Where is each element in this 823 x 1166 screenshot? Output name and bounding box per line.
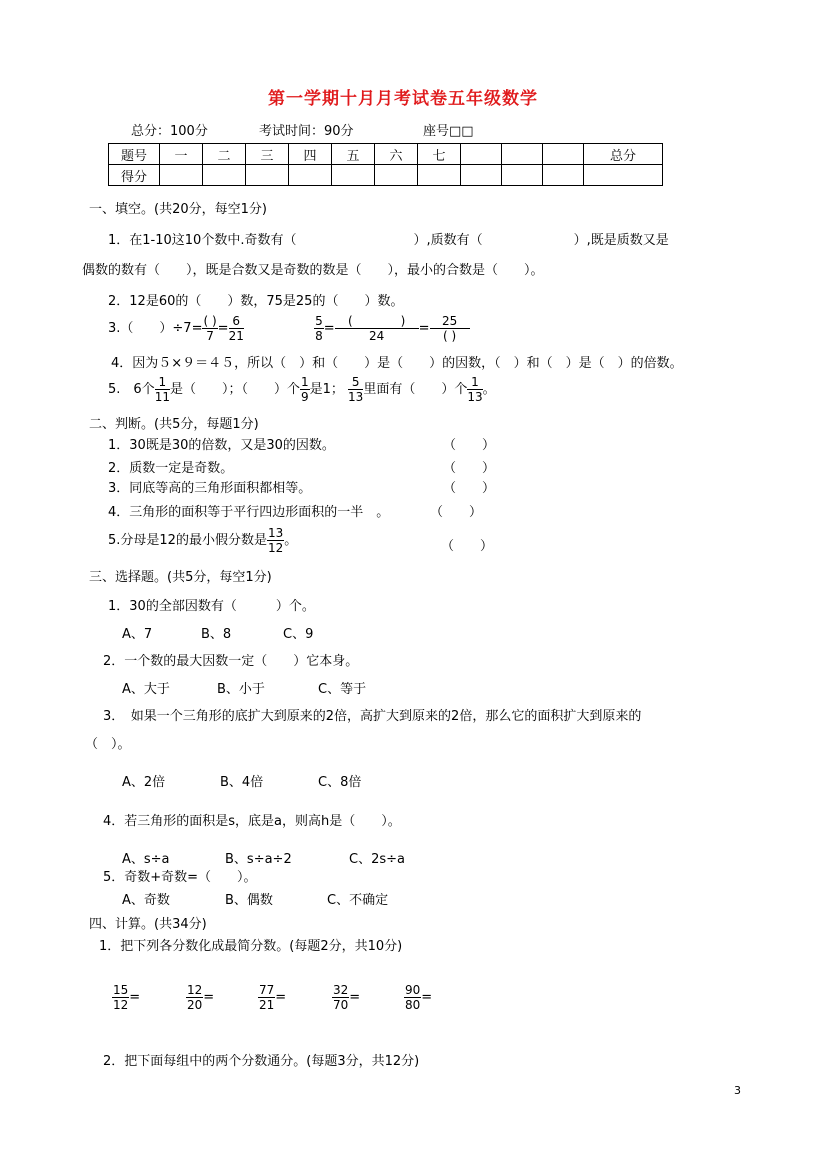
score-table-cell: 总分 xyxy=(584,144,663,165)
numerator: 6 xyxy=(229,314,244,329)
equals-sign: = xyxy=(203,990,215,1005)
equals-sign: = xyxy=(349,990,361,1005)
s2-question-3: 3．同底等高的三角形面积都相等。 xyxy=(108,481,312,496)
page-number: 3 xyxy=(734,1084,741,1097)
score-table-cell: 得分 xyxy=(109,165,160,186)
numerator: 12 xyxy=(187,983,203,997)
score-input-cell[interactable] xyxy=(502,165,543,186)
score-input-cell[interactable] xyxy=(461,165,502,186)
equals-sign: = xyxy=(418,321,430,336)
option-b[interactable]: B、小于 xyxy=(217,682,265,697)
text: 5. 6个 xyxy=(108,382,155,397)
score-input-cell[interactable] xyxy=(375,165,418,186)
fraction xyxy=(258,983,275,1012)
denominator: 12 xyxy=(267,541,284,555)
s2-question-4: 4．三角形的面积等于平行四边形面积的一半 。 xyxy=(108,505,390,520)
score-table-cell: 二 xyxy=(203,144,246,165)
option-c[interactable]: C、9 xyxy=(283,627,314,642)
equals-sign: = xyxy=(217,321,229,336)
answer-bracket[interactable]: （ ） xyxy=(443,461,496,476)
fraction xyxy=(229,314,244,343)
seat-number-label: 座号□□ xyxy=(423,124,474,139)
fraction xyxy=(404,983,421,1012)
s1-question-5 xyxy=(108,375,496,404)
section-1-header: 一、填空。(共20分，每空1分) xyxy=(89,202,267,217)
score-table-cell: 四 xyxy=(289,144,332,165)
option-a[interactable]: A、s÷a xyxy=(122,852,170,867)
s3-question-1: 1．30的全部因数有（ ）个。 xyxy=(108,599,315,614)
numerator: 13 xyxy=(267,526,284,540)
denominator: 7 xyxy=(206,329,214,343)
text: 。 xyxy=(284,533,298,548)
denominator: 12 xyxy=(113,998,129,1012)
fraction-item xyxy=(404,983,432,1012)
s1-question-1b: 偶数的数有（ ），既是合数又是奇数的数是（ ），最小的合数是（ ）。 xyxy=(82,263,544,278)
text: 5.分母是12的最小假分数是 xyxy=(108,533,267,548)
fraction xyxy=(112,983,129,1012)
text: 里面有（ ）个 xyxy=(363,382,468,397)
denominator: 80 xyxy=(405,998,421,1012)
score-table-cell: 题号 xyxy=(109,144,160,165)
score-table-cell xyxy=(502,144,543,165)
denominator: 20 xyxy=(187,998,203,1012)
fraction xyxy=(332,983,349,1012)
s1-q3-prefix: 3.（ ）÷7= xyxy=(108,321,203,336)
option-a[interactable]: A、7 xyxy=(122,627,153,642)
denominator: 11 xyxy=(154,390,170,404)
answer-bracket[interactable]: （ ） xyxy=(441,539,494,554)
score-input-cell[interactable] xyxy=(418,165,461,186)
fraction xyxy=(348,375,363,404)
s3-question-3a: 3． 如果一个三角形的底扩大到原来的2倍，高扩大到原来的2倍，那么它的面积扩大到原来的 xyxy=(103,709,642,724)
section-2-header: 二、判断。(共5分，每题1分) xyxy=(89,417,259,432)
score-input-cell[interactable] xyxy=(289,165,332,186)
fraction xyxy=(467,375,482,404)
answer-bracket[interactable]: （ ） xyxy=(443,481,496,496)
denominator: 9 xyxy=(300,390,309,404)
fraction xyxy=(186,983,203,1012)
denominator: 21 xyxy=(228,329,244,343)
s3-question-2: 2．一个数的最大因数一定（ ）它本身。 xyxy=(103,654,359,669)
answer-bracket[interactable]: （ ） xyxy=(443,438,496,453)
denominator: 13 xyxy=(348,390,364,404)
s3-question-5: 5．奇数+奇数=（ ）。 xyxy=(103,870,257,885)
fraction xyxy=(202,314,217,343)
fraction-item xyxy=(112,983,140,1012)
text: 是（ ）；（ ）个 xyxy=(169,382,300,397)
numerator: ( ) xyxy=(203,314,217,328)
s2-question-5 xyxy=(108,526,297,555)
section-4-header: 四、计算。(共34分) xyxy=(89,917,207,932)
fraction xyxy=(155,375,170,404)
score-table-header-row xyxy=(109,144,663,165)
score-input-cell[interactable] xyxy=(332,165,375,186)
score-input-cell[interactable] xyxy=(584,165,663,186)
score-table-cell: 一 xyxy=(160,144,203,165)
text: 。 xyxy=(482,382,496,397)
numerator: 1 xyxy=(155,375,170,390)
total-score-label: 总分：100分 xyxy=(131,124,208,139)
s2-question-2: 2．质数一定是奇数。 xyxy=(108,461,234,476)
denominator: 21 xyxy=(259,998,275,1012)
answer-bracket[interactable]: （ ） xyxy=(430,505,483,520)
denominator: 13 xyxy=(467,390,483,404)
option-b[interactable]: B、8 xyxy=(201,627,232,642)
equals-sign: = xyxy=(323,321,335,336)
score-input-cell[interactable] xyxy=(543,165,584,186)
option-c[interactable]: C、2s÷a xyxy=(349,852,405,867)
option-a[interactable]: A、2倍 xyxy=(122,775,166,790)
s2-question-1: 1．30既是30的倍数，又是30的因数。 xyxy=(108,438,335,453)
option-b[interactable]: B、s÷a÷2 xyxy=(225,852,292,867)
numerator: 5 xyxy=(348,375,363,390)
fraction-item xyxy=(186,983,214,1012)
numerator: 1 xyxy=(300,375,309,389)
denominator: 70 xyxy=(333,998,349,1012)
numerator: 32 xyxy=(333,983,349,997)
fraction-item xyxy=(258,983,286,1012)
score-input-cell[interactable] xyxy=(246,165,289,186)
fraction xyxy=(430,314,470,343)
s3-question-4: 4．若三角形的面积是s，底是a，则高h是（ ）。 xyxy=(103,814,401,829)
option-a[interactable]: A、奇数 xyxy=(122,893,170,908)
equals-sign: = xyxy=(275,990,287,1005)
numerator: 5 xyxy=(315,314,323,328)
score-input-cell[interactable] xyxy=(160,165,203,186)
s1-question-1a: 1．在1-10这10个数中.奇数有（ ）,质数有（ ）,既是质数又是 xyxy=(108,233,669,248)
s1-question-2: 2．12是60的（ ）数，75是25的（ ）数。 xyxy=(108,294,404,309)
equals-sign: = xyxy=(421,990,433,1005)
s3-question-3b: （ ）。 xyxy=(85,737,131,752)
score-table-cell: 五 xyxy=(332,144,375,165)
option-c[interactable]: C、等于 xyxy=(318,682,367,697)
s4-question-2: 2．把下面每组中的两个分数通分。(每题3分，共12分) xyxy=(103,1054,420,1069)
option-b[interactable]: B、4倍 xyxy=(220,775,264,790)
numerator: 15 xyxy=(113,983,129,997)
score-table-cell xyxy=(543,144,584,165)
denominator: 8 xyxy=(315,329,323,343)
score-table xyxy=(108,143,663,186)
numerator: 77 xyxy=(259,983,275,997)
option-b[interactable]: B、偶数 xyxy=(225,893,273,908)
fraction xyxy=(314,314,324,343)
fraction xyxy=(267,526,284,555)
score-table-cell: 六 xyxy=(375,144,418,165)
exam-time-label: 考试时间：90分 xyxy=(259,124,354,139)
fraction xyxy=(335,314,419,343)
option-c[interactable]: C、8倍 xyxy=(318,775,362,790)
fraction xyxy=(300,375,310,404)
option-c[interactable]: C、不确定 xyxy=(327,893,389,908)
score-table-cell xyxy=(461,144,502,165)
numerator: 25 xyxy=(430,314,470,329)
denominator: 24 xyxy=(369,329,385,343)
s1-question-4: 4．因为５×９＝４５，所以（ ）和（ ）是（ ）的因数，（ ）和（ ）是（ ）的倍数。 xyxy=(111,356,683,371)
score-table-score-row xyxy=(109,165,663,186)
s1-question-3 xyxy=(108,314,470,343)
denominator: ( ) xyxy=(442,329,457,343)
fraction-item xyxy=(332,983,360,1012)
option-a[interactable]: A、大于 xyxy=(122,682,170,697)
page-title: 第一学期十月月考试卷五年级数学 xyxy=(268,89,538,109)
equals-sign: = xyxy=(129,990,141,1005)
numerator: 1 xyxy=(467,375,482,390)
score-table-cell: 三 xyxy=(246,144,289,165)
numerator: ( ) xyxy=(335,314,419,329)
score-table-cell: 七 xyxy=(418,144,461,165)
numerator: 90 xyxy=(405,983,421,997)
section-3-header: 三、选择题。(共5分，每空1分) xyxy=(89,570,272,585)
s4-question-1: 1．把下列各分数化成最简分数。(每题2分，共10分) xyxy=(99,939,403,954)
text: 是1； xyxy=(309,382,344,397)
score-input-cell[interactable] xyxy=(203,165,246,186)
